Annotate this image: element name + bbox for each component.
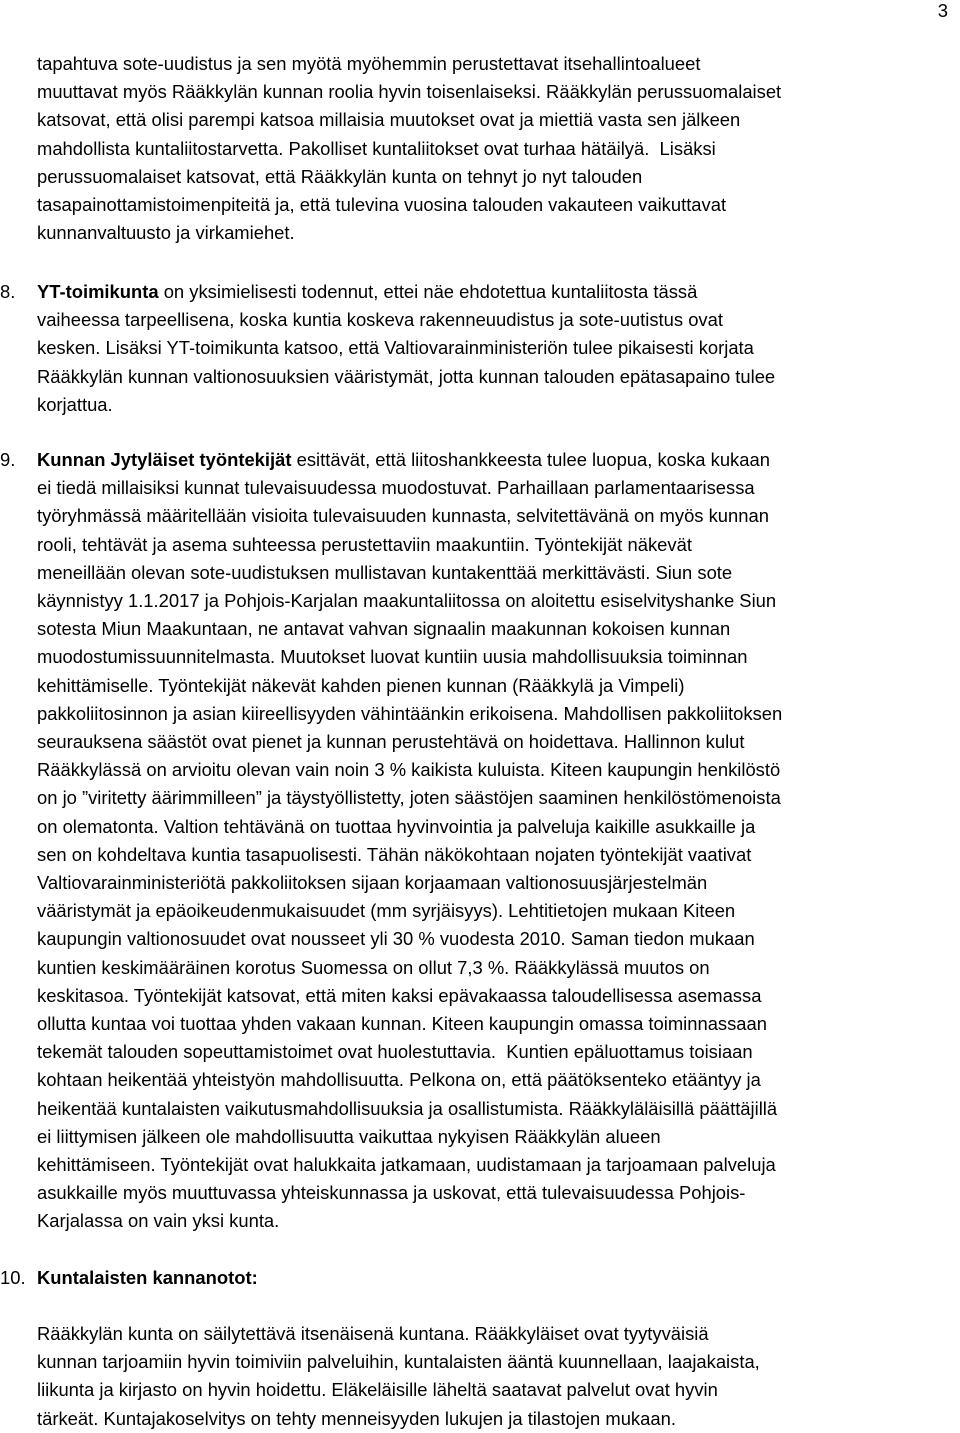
text-line: on olematonta. Valtion tehtävänä on tuottaa hyvinvointia ja palveluja kaikille asukkaille ja [37, 815, 756, 837]
text-line: kunnan tarjoamiin hyvin toimiviin palveluihin, kuntalaisten ääntä kuunnellaan, laajakaista, [37, 1351, 760, 1373]
text-line: korjattua. [37, 393, 113, 415]
text-line: sen on kohdeltava kuntia tasapuolisesti. Tähän näkökohtaan nojaten työntekijät vaativat [37, 843, 752, 865]
item-text: on yksimielisesti todennut, ettei näe ehdotettua kuntaliitosta tässä [158, 281, 698, 302]
intro-paragraph [37, 50, 957, 247]
text-line: ollutta kuntaa voi tuottaa yhden vakaan kunnan. Kiteen kaupungin omassa toiminnassaan [37, 1013, 767, 1035]
page-number: 3 [937, 0, 948, 21]
text-line: pakkoliitosinnon ja asian kiireellisyyden vähintäänkin erikoisena. Mahdollisen pakkoliitoksen [37, 702, 783, 724]
text-line: tasapainottamistoimenpiteitä ja, että tulevina vuosina talouden vakauteen vaikuttavat [37, 194, 727, 216]
list-item-8 [0, 278, 957, 419]
text-line: kohtaan heikentää yhteistyön mahdollisuutta. Pelkona on, että päätöksenteko etääntyy ja [37, 1069, 761, 1091]
text-line: perussuomalaiset katsovat, että Rääkkylän kunta on tehnyt jo nyt talouden [37, 165, 643, 187]
item-heading: YT-toimikunta [37, 281, 159, 302]
text-line: kehittämiselle. Työntekijät näkevät kahden pienen kunnan (Rääkkylä ja Vimpeli) [37, 674, 685, 696]
text-line: kesken. Lisäksi YT-toimikunta katsoo, että Valtiovarainministeriön tulee pikaisesti korjata [37, 337, 754, 359]
list-item-10 [0, 1264, 957, 1429]
text-line: tärkeät. Kuntajakoselvitys on tehty menneisyyden lukujen ja tilastojen mukaan. [37, 1407, 676, 1429]
text-line [37, 1264, 957, 1292]
list-number: 9. [0, 449, 16, 470]
text-line: seurauksena säästöt ovat pienet ja kunnan perustehtävä on hoidettava. Hallinnon kulut [37, 731, 745, 753]
text-line: työryhmässä määritellään visioita tulevaisuuden kunnasta, selvitettävänä on myös kunnan [37, 505, 769, 527]
list-number: 8. [0, 281, 16, 302]
text-line: kunnanvaltuusto ja virkamiehet. [37, 222, 295, 244]
text-line: heikentää kuntalaisten vaikutusmahdollisuuksia ja osallistumista. Rääkkyläläisillä päättäjillä [37, 1097, 778, 1119]
text-line: on jo ”viritetty äärimmilleen” ja täystyöllistetty, joten säästöjen saaminen henkilöstömenoista [37, 787, 781, 809]
text-line: Rääkkylän kunta on säilytettävä itsenäisenä kuntana. Rääkkyläiset ovat tyytyväisiä [37, 1323, 709, 1344]
text-line: vaiheessa tarpeellisena, koska kuntia koskeva rakenneuudistus ja sote-uutistus ovat [37, 309, 723, 331]
text-line: kuntien keskimääräinen korotus Suomessa on ollut 7,3 %. Rääkkylässä muutos on [37, 956, 710, 978]
text-line: tekemät talouden sopeuttamistoimet ovat huolestuttavia. Kuntien epäluottamus toisiaan [37, 1041, 753, 1063]
list-number: 10. [0, 1267, 26, 1288]
text-line: Rääkkylässä on arvioitu olevan vain noin 3 % kaikista kuluista. Kiteen kaupungin henkilöstö [37, 759, 781, 781]
text-line: ei tiedä millaisiksi kunnat tulevaisuudessa muodostuvat. Parhaillaan parlamentaarisessa [37, 477, 755, 499]
text-line: rooli, tehtävät ja asema suhteessa perustettaviin maakuntiin. Työntekijät näkevät [37, 533, 692, 555]
text-line: Valtiovarainministeriötä pakkoliitoksen sijaan korjaamaan valtionosuusjärjestelmän [37, 872, 708, 894]
item-body [37, 1320, 760, 1433]
text-line: sotesta Miun Maakuntaan, ne antavat vahvan signaalin maakunnan kokoisen kunnan [37, 618, 731, 640]
item-heading: Kuntalaisten kannanotot: [37, 1267, 258, 1288]
text-line: kaupungin valtionosuudet ovat nousseet yli 30 % vuodesta 2010. Saman tiedon mukaan [37, 928, 755, 950]
text-line: meneillään olevan sote-uudistuksen mullistavan kuntakenttää merkittävästi. Siun sote [37, 561, 733, 583]
text-line: mahdollista kuntaliitostarvetta. Pakolliset kuntaliitokset ovat turhaa hätäilyä. Lisäksi [37, 137, 716, 159]
text-line: Karjalassa on vain yksi kunta. [37, 1210, 280, 1232]
text-line: tapahtuva sote-uudistus ja sen myötä myöhemmin perustettavat itsehallintoalueet [37, 53, 701, 74]
text-line: Rääkkylän kunnan valtionosuuksien vääristymät, jotta kunnan talouden epätasapaino tulee [37, 365, 776, 387]
item-heading: Kunnan Jytyläiset työntekijät [37, 449, 292, 470]
text-line: muuttavat myös Rääkkylän kunnan roolia hyvin toisenlaiseksi. Rääkkylän perussuomalaiset [37, 81, 782, 103]
item-text: esittävät, että liitoshankkeesta tulee luopua, koska kukaan [291, 449, 770, 470]
text-line: katsovat, että olisi parempi katsoa millaisia muutokset ovat ja miettiä vasta sen jälkeen [37, 109, 741, 131]
text-line: muodostumissuunnitelmasta. Muutokset luovat kuntiin uusia mahdollisuuksia toiminnan [37, 646, 748, 668]
list-item-9 [0, 446, 957, 1236]
text-line: vääristymät ja epäoikeudenmukaisuudet (mm syrjäisyys). Lehtitietojen mukaan Kiteen [37, 900, 736, 922]
text-line: keskitasoa. Työntekijät katsovat, että miten kaksi epävakaassa taloudellisessa asemassa [37, 984, 762, 1006]
text-line: liikunta ja kirjasto on hyvin hoidettu. Eläkeläisille läheltä saatavat palvelut ovat hyvin [37, 1379, 718, 1401]
text-line [37, 278, 957, 306]
text-line: kehittämiseen. Työntekijät ovat halukkaita jatkamaan, uudistamaan ja tarjoamaan palveluja [37, 1154, 776, 1176]
text-line: ei liittymisen jälkeen ole mahdollisuutta vaikuttaa nykyisen Rääkkylän alueen [37, 1125, 661, 1147]
text-line: asukkaille myös muuttuvassa yhteiskunnassa ja uskovat, että tulevaisuudessa Pohjois- [37, 1182, 746, 1204]
text-line: käynnistyy 1.1.2017 ja Pohjois-Karjalan maakuntaliitossa on aloitettu esiselvityshanke Siun [37, 590, 777, 612]
text-line [37, 446, 957, 474]
